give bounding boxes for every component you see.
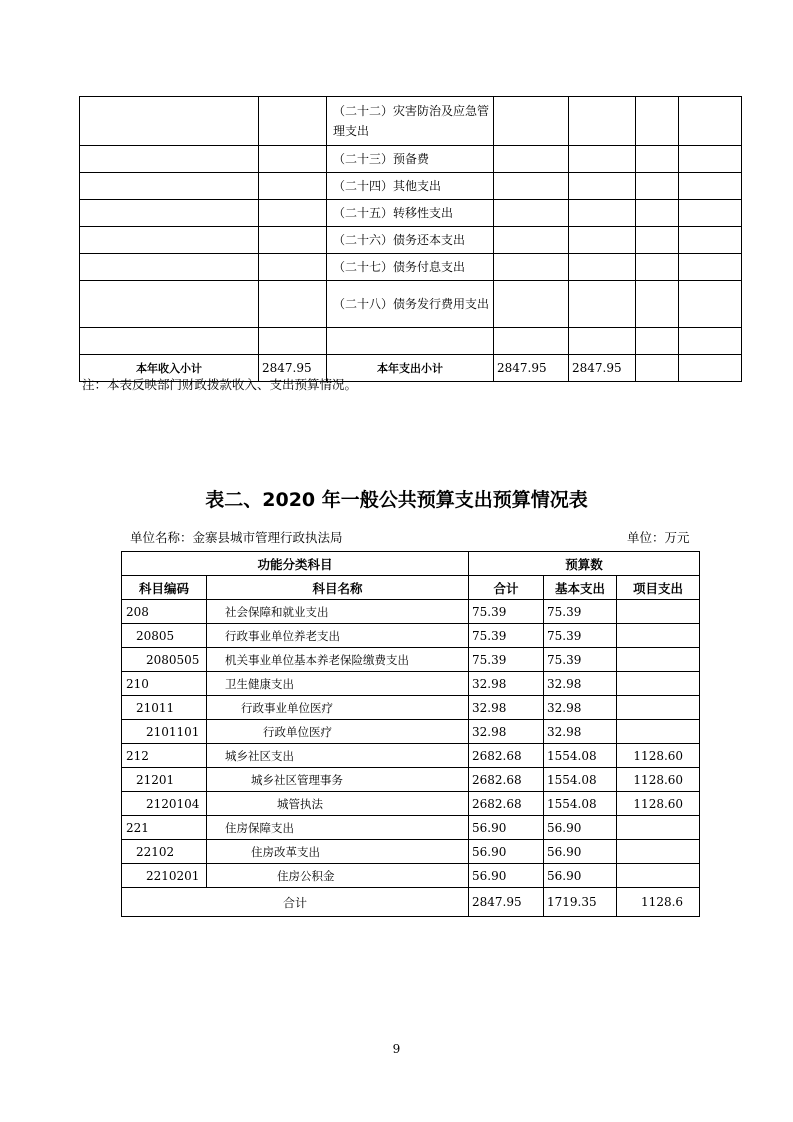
row-total: 56.90: [469, 840, 544, 864]
row-basic: 75.39: [544, 624, 617, 648]
row-name: 行政事业单位养老支出: [207, 624, 469, 648]
row-project: [617, 672, 700, 696]
row-basic: 32.98: [544, 720, 617, 744]
row-total: 75.39: [469, 600, 544, 624]
row-name: 城管执法: [207, 792, 469, 816]
row-code: 2210201: [122, 864, 207, 888]
general-budget-expenditure-table: [121, 551, 700, 917]
table-row: [122, 600, 700, 624]
row-total: 75.39: [469, 648, 544, 672]
row-project: [617, 720, 700, 744]
row-code: 208: [122, 600, 207, 624]
row-total: 2682.68: [469, 768, 544, 792]
row-basic: 32.98: [544, 696, 617, 720]
header-project: 项目支出: [617, 576, 700, 600]
row-total: 2682.68: [469, 792, 544, 816]
row-code: 21201: [122, 768, 207, 792]
row-name: 社会保障和就业支出: [207, 600, 469, 624]
fiscal-budget-table-continued: [79, 96, 742, 382]
table-note: 注：本表反映部门财政拨款收入、支出预算情况。: [82, 377, 358, 392]
table-row: [122, 720, 700, 744]
row-project: [617, 600, 700, 624]
income-subtotal-value: 2847.95: [259, 355, 327, 382]
table-row: [122, 624, 700, 648]
row-total: 32.98: [469, 672, 544, 696]
table-row: [122, 792, 700, 816]
row-project: [617, 696, 700, 720]
table-row: [122, 744, 700, 768]
row-project: [617, 648, 700, 672]
header-row: [122, 552, 700, 576]
table-row: [80, 146, 742, 173]
row-project: [617, 864, 700, 888]
expense-item-label: （二十二）灾害防治及应急管理支出: [327, 97, 494, 146]
row-name: 机关事业单位基本养老保险缴费支出: [207, 648, 469, 672]
row-code: 212: [122, 744, 207, 768]
expense-item-label: （二十七）债务付息支出: [327, 254, 494, 281]
row-name: 卫生健康支出: [207, 672, 469, 696]
row-basic: 56.90: [544, 840, 617, 864]
row-project: [617, 840, 700, 864]
row-code: 22102: [122, 840, 207, 864]
income-subtotal-label: 本年收入小计: [80, 355, 259, 382]
row-total: 56.90: [469, 816, 544, 840]
table-row: [122, 864, 700, 888]
row-code: 210: [122, 672, 207, 696]
table-row: [80, 328, 742, 355]
row-name: 住房改革支出: [207, 840, 469, 864]
table-row: [122, 672, 700, 696]
row-total: 32.98: [469, 696, 544, 720]
expense-item-label: （二十八）债务发行费用支出: [327, 281, 494, 328]
table-row: [80, 281, 742, 328]
row-project: [617, 624, 700, 648]
row-name: 行政单位医疗: [207, 720, 469, 744]
total-basic: 1719.35: [544, 888, 617, 917]
table-row: [80, 200, 742, 227]
table-row: [122, 768, 700, 792]
row-project: [617, 816, 700, 840]
header-total: 合计: [469, 576, 544, 600]
header-code: 科目编码: [122, 576, 207, 600]
row-basic: 32.98: [544, 672, 617, 696]
header-row: [122, 576, 700, 600]
header-name: 科目名称: [207, 576, 469, 600]
expense-subtotal-col2: 2847.95: [569, 355, 636, 382]
expense-item-label: [327, 328, 494, 355]
row-code: 21011: [122, 696, 207, 720]
row-total: 2682.68: [469, 744, 544, 768]
row-code: 2101101: [122, 720, 207, 744]
row-basic: 1554.08: [544, 768, 617, 792]
table-row: [80, 173, 742, 200]
table-row: [80, 254, 742, 281]
row-basic: 75.39: [544, 648, 617, 672]
expense-item-label: （二十三）预备费: [327, 146, 494, 173]
table-row: [122, 696, 700, 720]
row-code: 20805: [122, 624, 207, 648]
total-sum: 2847.95: [469, 888, 544, 917]
row-name: 城乡社区管理事务: [207, 768, 469, 792]
row-basic: 1554.08: [544, 744, 617, 768]
expense-subtotal-label: 本年支出小计: [327, 355, 494, 382]
row-project: 1128.60: [617, 792, 700, 816]
row-name: 行政事业单位医疗: [207, 696, 469, 720]
table-row: [122, 816, 700, 840]
row-project: 1128.60: [617, 744, 700, 768]
expense-subtotal-total: 2847.95: [494, 355, 569, 382]
row-project: 1128.60: [617, 768, 700, 792]
total-label: 合计: [122, 888, 469, 917]
total-row: [122, 888, 700, 917]
unit-label: 单位：万元: [627, 530, 690, 545]
row-name: 住房公积金: [207, 864, 469, 888]
row-code: 2080505: [122, 648, 207, 672]
row-total: 56.90: [469, 864, 544, 888]
row-name: 城乡社区支出: [207, 744, 469, 768]
page-title: 表二、2020 年一般公共预算支出预算情况表: [205, 489, 588, 511]
table-row: [122, 840, 700, 864]
header-basic: 基本支出: [544, 576, 617, 600]
row-code: 221: [122, 816, 207, 840]
row-name: 住房保障支出: [207, 816, 469, 840]
table-row: [122, 648, 700, 672]
total-project: 1128.6: [617, 888, 700, 917]
row-basic: 56.90: [544, 864, 617, 888]
row-total: 75.39: [469, 624, 544, 648]
table-row: [80, 97, 742, 146]
expense-item-label: （二十六）债务还本支出: [327, 227, 494, 254]
expense-item-label: （二十五）转移性支出: [327, 200, 494, 227]
header-function-category: 功能分类科目: [122, 552, 469, 576]
table-row: [80, 227, 742, 254]
row-total: 32.98: [469, 720, 544, 744]
row-basic: 75.39: [544, 600, 617, 624]
unit-name: 单位名称：金寨县城市管理行政执法局: [130, 530, 343, 545]
row-basic: 1554.08: [544, 792, 617, 816]
row-code: 2120104: [122, 792, 207, 816]
header-budget-amount: 预算数: [469, 552, 700, 576]
expense-item-label: （二十四）其他支出: [327, 173, 494, 200]
page-number: 9: [392, 1042, 401, 1056]
row-basic: 56.90: [544, 816, 617, 840]
